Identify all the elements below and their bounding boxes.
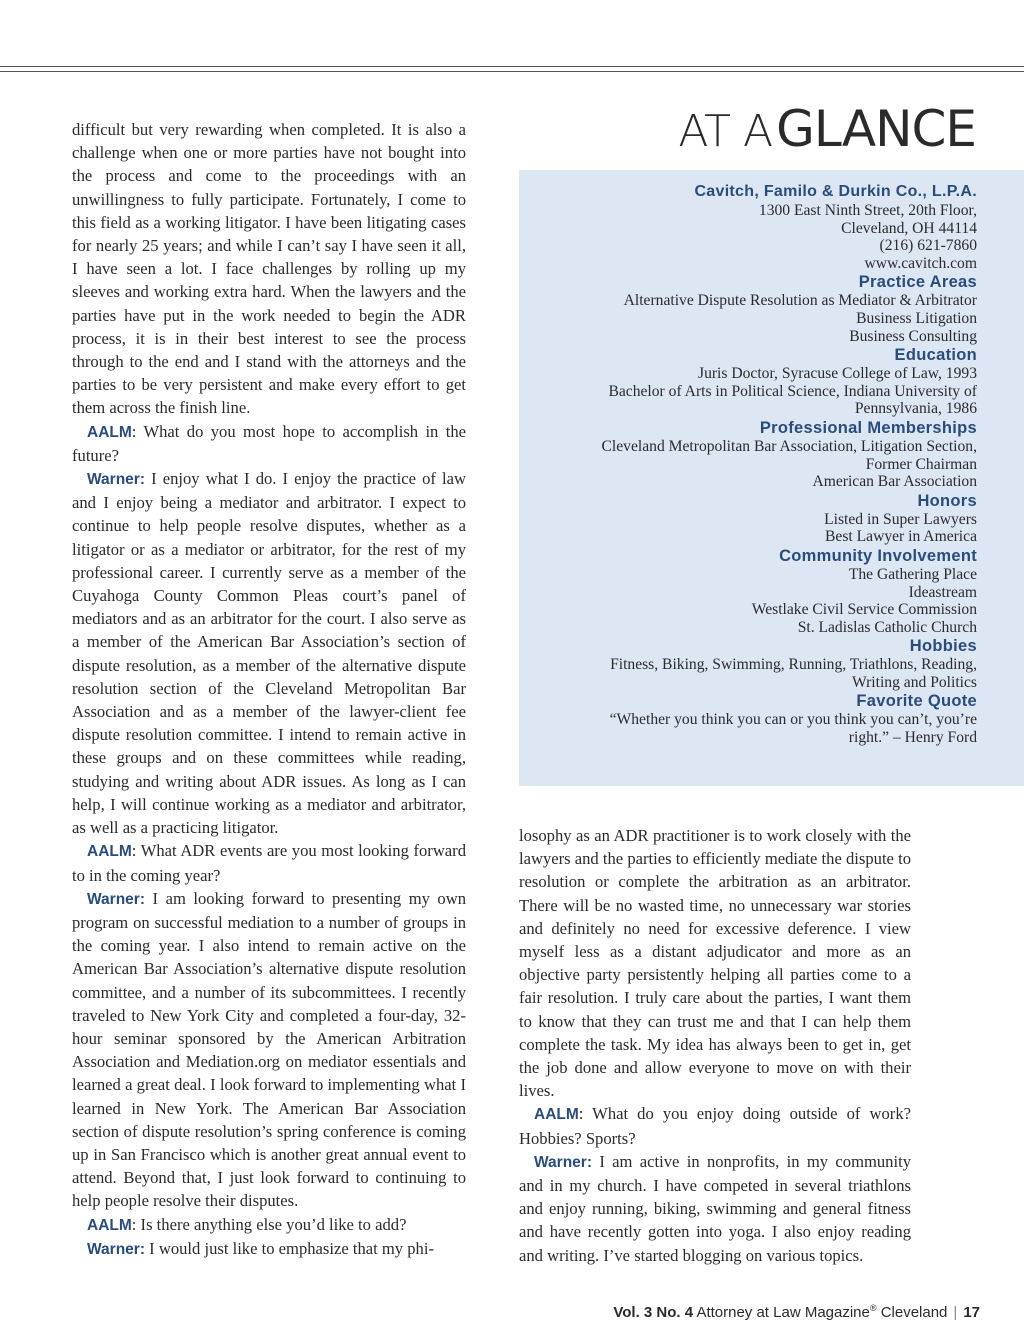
speaker-label: Warner: <box>534 1153 592 1171</box>
speaker-label: AALM <box>534 1106 579 1124</box>
address-line: 1300 East Ninth Street, 20th Floor, <box>758 202 977 219</box>
glance-section-heading: Hobbies <box>909 637 977 656</box>
glance-section <box>537 345 977 418</box>
glance-sections <box>537 272 977 746</box>
paragraph-text: What do you most hope to accomplish in the future? <box>72 421 466 465</box>
footer-separator: | <box>953 1304 958 1321</box>
glance-section-heading: Honors <box>917 491 977 510</box>
continued-paragraph <box>519 824 911 1102</box>
at-a-glance-content <box>537 182 977 747</box>
glance-section-line: Ideastream <box>908 583 977 601</box>
paragraph-text: difficult but very rewarding when completed. It is also a challenge when one or more parties have not bought into the process and come to the proceedings with an unwillingness to fully participate. Fortunately, I come to this field as a working litigator. I have been litigating cases for nearly 25 years; and while I can’t say I have seen it all, I have seen a lot. I face challenges by rolling up my sleeves and working extra hard. When the lawyers and the parties have put in the work needed to begin the ADR process, it is in their best interest to see the process through to the end and I stand with the attorneys and the parties to be very persistent and make every effort to get them across the finish line. <box>72 120 466 418</box>
glance-section-line: Westlake Civil Service Commission <box>751 601 977 619</box>
address-line: Cleveland, OH 44114 <box>841 219 977 237</box>
phone-line: (216) 621-7860 <box>879 237 977 255</box>
firm-name: Cavitch, Familo & Durkin Co., L.P.A. <box>694 183 977 200</box>
glance-section-line: American Bar Association <box>812 473 977 491</box>
glance-section-heading: Favorite Quote <box>856 692 977 711</box>
glance-section-line: right.” – Henry Ford <box>848 729 977 747</box>
paragraph-text: I am active in nonprofits, in my community and in my church. I have competed in several triathlons and enjoy running, biking, swimming and general fitness and have recently gotten into yoga. I also enjoy reading and writing. I’ve started blogging on various topics. <box>519 1151 911 1265</box>
footer-city: Cleveland <box>880 1304 948 1321</box>
interview-paragraph: AALM: What do you enjoy doing outside of work? Hobbies? Sports? <box>519 1104 911 1148</box>
glance-section-line: Fitness, Biking, Swimming, Running, Triathlons, Reading, <box>610 656 977 674</box>
glance-section-line: Former Chairman <box>865 455 977 473</box>
glance-section-line: “Whether you think you can or you think you can’t, you’re <box>609 711 977 729</box>
at-a-glance-box <box>519 170 1024 786</box>
glance-section-heading: Community Involvement <box>779 546 977 565</box>
paragraph-text: What do you enjoy doing outside of work? Hobbies? Sports? <box>519 1104 911 1148</box>
paragraph-text: Is there anything else you’d like to add? <box>140 1214 407 1234</box>
glance-section-line: Business Litigation <box>856 309 977 327</box>
title-glance: GLANCE <box>776 100 976 158</box>
interview-paragraph: AALM: What do you most hope to accomplish in the future? <box>72 421 466 465</box>
top-rule-secondary <box>0 71 1024 72</box>
glance-section <box>537 418 977 491</box>
glance-section <box>537 691 977 746</box>
glance-section-line: Cleveland Metropolitan Bar Association, Litigation Section, <box>601 437 977 455</box>
interview-paragraph <box>72 887 466 1213</box>
glance-section-line: Listed in Super Lawyers <box>824 510 977 528</box>
footer-volume: Vol. 3 No. 4 <box>613 1304 694 1321</box>
glance-section-line: The Gathering Place <box>848 565 977 583</box>
glance-section <box>537 636 977 691</box>
speaker-label: AALM <box>87 1216 132 1234</box>
speaker-label: Warner: <box>87 471 145 489</box>
paragraph-text: I enjoy what I do. I enjoy the practice of law and I enjoy being a mediator and arbitrator. I expect to continue to help people resolve disputes, whether as a litigator or as a mediator or arbitrator, for the rest of my professional career. I currently serve as a member of the Cuyahoga County Common Pleas court’s panel of mediators and as an arbitrator for the court. I also serve as a member of the American Bar Association’s section of dispute resolution, as a member of the alternative dispute resolution section of the Cleveland Metropolitan Bar Association and as a member of the lawyer-client fee dispute resolution committee. I intend to remain active in these groups and on these committees while reading, studying and writing about ADR issues. As long as I can help, I will continue working as a mediator and arbitrator, as well as a practicing litigator. <box>72 469 466 838</box>
speaker-label: Warner: <box>87 1240 145 1258</box>
glance-section <box>537 491 977 546</box>
glance-section-line: Alternative Dispute Resolution as Mediator & Arbitrator <box>623 292 977 310</box>
article-right-column <box>519 824 911 1267</box>
firm-address <box>537 202 977 272</box>
glance-section <box>537 272 977 345</box>
page-number: 17 <box>963 1304 980 1321</box>
article-left-column <box>72 118 466 1261</box>
glance-section-heading: Practice Areas <box>858 273 977 292</box>
top-rule <box>0 66 1024 67</box>
glance-section-heading: Professional Memberships <box>759 418 977 437</box>
paragraph-text: losophy as an ADR practitioner is to work closely with the lawyers and the parties to efficiently mediate the dispute to resolution or complete the arbitration as an arbitrator. There will be no wasted time, no unnecessary war stories and definitely no need for excessive deference. I view myself less as a distant adjudicator and more as an objective party persistently helping all parties come to a fair resolution. I truly care about the parties, I want them to know that they can trust me and that I can help them complete the task. My idea has always been to get in, get the job done and allow everyone to move on with their lives. <box>519 826 911 1101</box>
website-line: www.cavitch.com <box>864 254 977 272</box>
glance-section-line: Writing and Politics <box>852 673 977 691</box>
glance-section <box>537 546 977 636</box>
glance-section-line: Bachelor of Arts in Political Science, Indiana University of <box>608 382 977 400</box>
interview-paragraph: AALM: What ADR events are you most looking forward to in the coming year? <box>72 841 466 885</box>
interview-paragraph <box>72 1237 466 1261</box>
interview-paragraph <box>519 1150 911 1267</box>
registered-mark: ® <box>869 1303 877 1313</box>
glance-section-line: Juris Doctor, Syracuse College of Law, 1993 <box>698 365 977 383</box>
continued-paragraph <box>72 118 466 420</box>
paragraph-text: What ADR events are you most looking forward to in the coming year? <box>72 841 466 885</box>
glance-section-line: Pennsylvania, 1986 <box>854 400 977 418</box>
title-at-a: AT A <box>678 106 773 157</box>
interview-paragraph <box>72 467 466 839</box>
page-footer <box>0 1303 980 1321</box>
at-a-glance-title <box>560 100 976 158</box>
footer-magazine: Attorney at Law Magazine <box>696 1304 870 1321</box>
paragraph-text: I am looking forward to presenting my own program on successful mediation to a number of groups in the coming year. I also intend to remain active on the American Bar Association’s alternative dispute resolution committee, and a number of its subcommittees. I recently traveled to New York City and completed a four-day, 32-hour seminar sponsored by the American Arbitration Association and Mediation.org on mediator essentials and learned a great deal. I look forward to implementing what I learned in New York. The American Bar Association section of dispute resolution’s spring conference is coming up in San Francisco which is another great annual event to attend. Beyond that, I just look forward to continuing to help people resolve their disputes. <box>72 888 467 1211</box>
interview-paragraph: AALM: Is there anything else you’d like to add? <box>87 1214 407 1234</box>
glance-section-heading: Education <box>894 346 977 365</box>
speaker-label: Warner: <box>87 890 145 908</box>
speaker-label: AALM <box>87 423 132 441</box>
glance-section-line: Best Lawyer in America <box>825 528 977 546</box>
speaker-label: AALM <box>87 843 132 861</box>
paragraph-text: I would just like to emphasize that my phi- <box>149 1238 434 1258</box>
glance-section-line: St. Ladislas Catholic Church <box>797 618 977 636</box>
glance-section-line: Business Consulting <box>849 327 977 345</box>
